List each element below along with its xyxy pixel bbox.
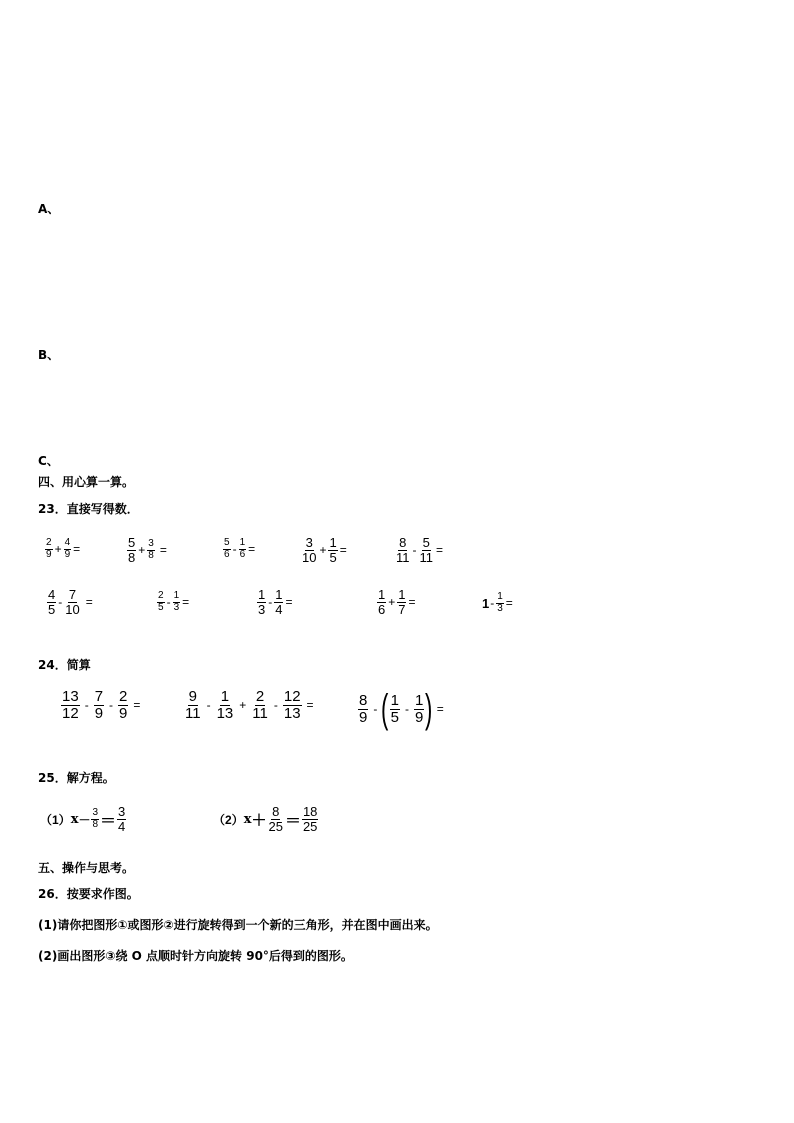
fraction: $\frac{18}{25}$ xyxy=(302,804,318,834)
q23-expr-10: 1 - $\frac{1}{3}$ = xyxy=(482,591,513,614)
fraction: $\frac{5}{8}$ xyxy=(128,535,136,565)
option-b-label: B、 xyxy=(38,348,60,362)
fraction: $\frac{3}{8}$ xyxy=(148,538,154,561)
q24-expr-1: $\frac{13}{12}$ - $\frac{7}{9}$ - $\frac{2}{9}$ = xyxy=(62,688,141,722)
fraction: $\frac{1}{3}$ xyxy=(497,591,503,614)
fraction: $\frac{3}{10}$ xyxy=(302,535,317,565)
fraction: $\frac{12}{13}$ xyxy=(283,688,301,722)
fraction: $\frac{1}{7}$ xyxy=(398,587,406,617)
fraction: $\frac{2}{9}$ xyxy=(119,688,128,722)
fraction: $\frac{1}{5}$ xyxy=(390,691,400,726)
q25-equation-2: （2） x ＋ $\frac{8}{25}$ ＝ $\frac{18}{25}$ xyxy=(213,804,318,834)
question-26-item-1: (1)请你把图形①或图形②进行旋转得到一个新的三角形，并在图中画出来。 xyxy=(38,918,438,932)
fraction: $\frac{3}{4}$ xyxy=(118,804,126,834)
fraction: $\frac{8}{9}$ xyxy=(359,691,368,726)
fraction: $\frac{8}{25}$ xyxy=(268,804,283,834)
q24-expr-3: $\frac{8}{9}$ - ( $\frac{1}{5}$ - $\frac{1}{9}$ ) = xyxy=(359,687,444,731)
fraction: $\frac{2}{5}$ xyxy=(158,590,164,613)
fraction: $\frac{7}{10}$ xyxy=(65,587,80,617)
q25-equation-1: （1） x － $\frac{3}{8}$ ＝ $\frac{3}{4}$ xyxy=(40,804,126,834)
right-parenthesis: ) xyxy=(425,687,433,731)
q23-expr-3: $\frac{5}{6}$ - $\frac{1}{6}$ = xyxy=(224,537,256,560)
fraction: $\frac{4}{5}$ xyxy=(48,587,56,617)
fraction: $\frac{1}{4}$ xyxy=(275,587,283,617)
fraction: $\frac{1}{9}$ xyxy=(415,691,424,726)
q23-expr-5: $\frac{8}{11}$ - $\frac{5}{11}$ = xyxy=(396,535,444,565)
question-26-label: 26．按要求作图。 xyxy=(38,887,139,901)
fraction: $\frac{1}{3}$ xyxy=(173,590,180,613)
fraction: $\frac{1}{6}$ xyxy=(378,587,386,617)
question-25-label: 25．解方程。 xyxy=(38,771,115,785)
left-parenthesis: ( xyxy=(381,687,389,731)
fraction: $\frac{1}{13}$ xyxy=(216,688,234,722)
fraction: $\frac{1}{5}$ xyxy=(329,535,337,565)
fraction: $\frac{13}{12}$ xyxy=(62,688,79,722)
fraction: $\frac{3}{8}$ xyxy=(92,807,99,830)
q23-expr-6: $\frac{4}{5}$ - $\frac{7}{10}$ = xyxy=(48,587,93,617)
question-24-label: 24．简算 xyxy=(38,658,91,672)
question-26-item-2: (2)画出图形③绕 O 点顺时针方向旋转 90°后得到的图形。 xyxy=(38,949,353,963)
fraction: $\frac{9}{11}$ xyxy=(185,688,201,722)
q23-expr-8: $\frac{1}{3}$ - $\frac{1}{4}$ = xyxy=(258,587,293,617)
fraction: $\frac{2}{11}$ xyxy=(252,688,268,722)
q23-expr-2: $\frac{5}{8}$ + $\frac{3}{8}$ = xyxy=(128,535,167,565)
fraction: $\frac{4}{9}$ xyxy=(64,537,71,560)
fraction: $\frac{2}{9}$ xyxy=(46,537,52,560)
q24-expr-2: $\frac{9}{11}$ - $\frac{1}{13}$ + $\frac{2}{11}$ - $\frac{12}{13}$ = xyxy=(185,688,314,722)
fraction: $\frac{1}{3}$ xyxy=(258,587,266,617)
q23-expr-9: $\frac{1}{6}$ + $\frac{1}{7}$ = xyxy=(378,587,416,617)
fraction: $\frac{8}{11}$ xyxy=(396,535,410,565)
option-a-label: A、 xyxy=(38,202,60,216)
q23-expr-1: $\frac{2}{9}$ + $\frac{4}{9}$ = xyxy=(46,537,81,560)
fraction: $\frac{5}{11}$ xyxy=(419,535,433,565)
fraction: $\frac{7}{9}$ xyxy=(94,688,104,722)
fraction: $\frac{1}{6}$ xyxy=(239,537,246,560)
option-c-label: C、 xyxy=(38,454,59,468)
q23-expr-7: $\frac{2}{5}$ - $\frac{1}{3}$ = xyxy=(158,590,190,613)
q23-expr-4: $\frac{3}{10}$ + $\frac{1}{5}$ = xyxy=(302,535,347,565)
question-23-label: 23．直接写得数． xyxy=(38,502,139,516)
fraction: $\frac{5}{6}$ xyxy=(224,537,230,560)
section-five-heading: 五、操作与思考。 xyxy=(38,861,135,875)
section-four-heading: 四、用心算一算。 xyxy=(38,475,135,489)
